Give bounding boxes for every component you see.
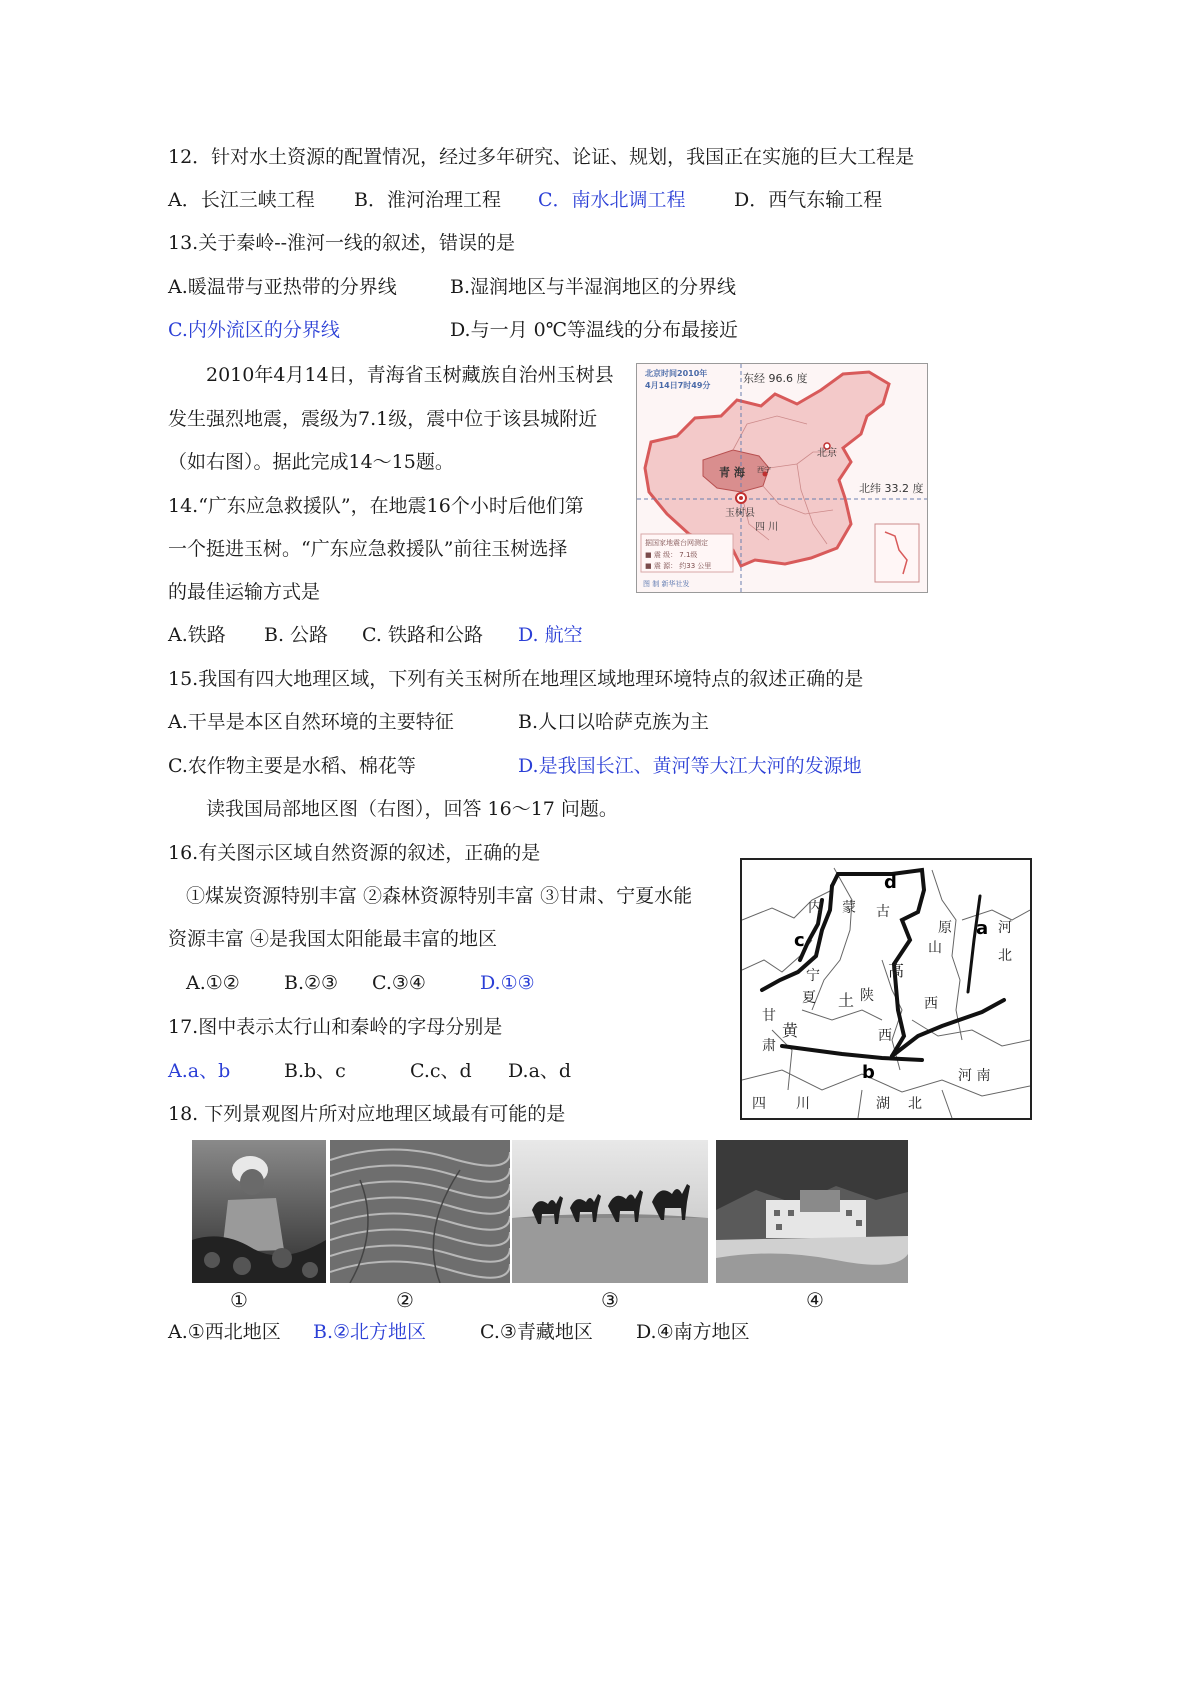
q18-stem: 18. 下列景观图片所对应地理区域最有可能的是 — [168, 1103, 566, 1125]
q14-stem-line2: 一个挺进玉树。“广东应急救援队”前往玉树选择 — [168, 538, 568, 560]
q13-stem: 13.关于秦岭--淮河一线的叙述，错误的是 — [168, 232, 516, 254]
q17-option-c[interactable]: C.c、d — [410, 1060, 472, 1082]
q18-option-c[interactable]: C.③青藏地区 — [480, 1321, 593, 1343]
region-map-svg — [742, 860, 1030, 1118]
map-header-line1: 北京时间2010年 — [645, 369, 708, 378]
letter-b: b — [862, 1062, 875, 1083]
label-meng: 蒙 — [842, 900, 856, 916]
passage14-line1: 2010年4月14日，青海省玉树藏族自治州玉树县 — [206, 364, 614, 386]
latitude-label: 北纬 33.2 度 — [859, 482, 924, 495]
q17-stem: 17.图中表示太行山和秦岭的字母分别是 — [168, 1016, 503, 1038]
photo-terraces — [330, 1140, 510, 1283]
passage14-line2: 发生强烈地震，震级为7.1级，震中位于该县城附近 — [168, 408, 598, 430]
q16-statement-line2: 资源丰富 ④是我国太阳能最丰富的地区 — [168, 928, 498, 950]
q14-option-c[interactable]: C. 铁路和公路 — [362, 624, 483, 646]
q12-option-d[interactable]: D．西气东输工程 — [734, 189, 883, 211]
q16-statement-line1: ①煤炭资源特别丰富 ②森林资源特别丰富 ③甘肃、宁夏水能 — [186, 885, 693, 907]
label-henan: 河 南 — [958, 1068, 991, 1084]
label-gan: 甘 — [762, 1008, 776, 1024]
q12-option-a[interactable]: A．长江三峡工程 — [168, 189, 315, 211]
label-hu: 湖 — [876, 1096, 890, 1112]
q15-option-c[interactable]: C.农作物主要是水稻、棉花等 — [168, 755, 416, 777]
label-yuan: 原 — [938, 920, 952, 936]
label-xia: 夏 — [802, 990, 816, 1006]
label-si: 四 — [752, 1096, 766, 1112]
letter-a: a — [976, 918, 989, 939]
china-earthquake-map — [636, 363, 928, 593]
q17-option-d[interactable]: D.a、d — [508, 1060, 572, 1082]
label-nei: 内 — [808, 900, 822, 916]
map-header-line2: 4月14日7时49分 — [645, 381, 711, 390]
q14-stem-line3: 的最佳运输方式是 — [168, 581, 321, 603]
legend-magnitude: ■ 震 级： 7.1级 — [645, 551, 698, 559]
q13-option-d[interactable]: D.与一月 0℃等温线的分布最接近 — [450, 319, 738, 341]
loess-plateau-map — [740, 858, 1032, 1120]
q14-option-d[interactable]: D. 航空 — [518, 624, 583, 646]
q12-option-c[interactable]: C．南水北调工程 — [538, 189, 686, 211]
photo-caption-3: ③ — [601, 1288, 619, 1312]
map-credit: 图 制 新华社发 — [643, 580, 690, 588]
label-huang: 黄 — [782, 1021, 799, 1040]
q14-option-a[interactable]: A.铁路 — [168, 624, 226, 646]
sichuan-label: 四 川 — [755, 522, 779, 533]
q13-option-c[interactable]: C.内外流区的分界线 — [168, 319, 340, 341]
passage14-line3: （如右图）。据此完成14～15题。 — [168, 451, 454, 473]
label-shan2: 陕 — [860, 988, 874, 1004]
q18-option-a[interactable]: A.①西北地区 — [168, 1321, 281, 1343]
beijing-label: 北京 — [817, 448, 837, 459]
photo-camels-desert — [512, 1140, 708, 1283]
q13-option-a[interactable]: A.暖温带与亚热带的分界线 — [168, 276, 397, 298]
q18-option-b[interactable]: B.②北方地区 — [313, 1321, 427, 1343]
south-china-sea-inset — [875, 524, 919, 582]
q14-stem-line1: 14.“广东应急救援队”，在地震16个小时后他们第 — [168, 495, 584, 517]
label-chuan: 川 — [796, 1096, 810, 1112]
q13-option-b[interactable]: B.湿润地区与半湿润地区的分界线 — [450, 276, 737, 298]
q15-stem: 15.我国有四大地理区域，下列有关玉树所在地理区域地理环境特点的叙述正确的是 — [168, 668, 864, 690]
q16-stem: 16.有关图示区域自然资源的叙述，正确的是 — [168, 842, 541, 864]
legend-title: 据国家地震台网测定 — [645, 539, 708, 547]
label-gu: 古 — [876, 904, 890, 920]
label-ning: 宁 — [806, 968, 820, 984]
photo-potala-palace — [716, 1140, 908, 1283]
photo-tea-picking — [192, 1140, 326, 1283]
q15-option-d[interactable]: D.是我国长江、黄河等大江大河的发源地 — [518, 755, 862, 777]
china-map-svg — [637, 364, 927, 592]
q12-option-b[interactable]: B．淮河治理工程 — [354, 189, 501, 211]
q14-option-b[interactable]: B. 公路 — [264, 624, 329, 646]
passage16: 读我国局部地区图（右图），回答 16～17 问题。 — [206, 798, 618, 820]
line-a — [968, 896, 980, 992]
label-shan1: 山 — [928, 940, 942, 956]
label-xi: 西 — [924, 996, 938, 1012]
q17-option-b[interactable]: B.b、c — [284, 1060, 346, 1082]
legend-depth: ■ 震 源： 约33 公里 — [645, 562, 712, 570]
label-tu: 土 — [838, 991, 855, 1010]
q15-option-a[interactable]: A.干旱是本区自然环境的主要特征 — [168, 711, 454, 733]
q12-stem: 12．针对水土资源的配置情况，经过多年研究、论证、规划，我国正在实施的巨大工程是 — [168, 146, 915, 168]
qinghai-label: 青 海 — [719, 466, 745, 479]
q16-option-a[interactable]: A.①② — [186, 972, 240, 994]
q17-option-a[interactable]: A.a、b — [168, 1060, 231, 1082]
photo-caption-1: ① — [230, 1288, 248, 1312]
label-gao: 高 — [888, 961, 905, 980]
q16-option-c[interactable]: C.③④ — [372, 972, 426, 994]
longitude-label: 东经 96.6 度 — [743, 372, 808, 385]
label-xi2: 西 — [878, 1028, 892, 1044]
label-bei: 北 — [998, 948, 1012, 964]
photo-caption-2: ② — [396, 1288, 414, 1312]
letter-c: c — [794, 930, 805, 951]
yushu-label: 玉树县 — [725, 508, 755, 519]
label-bei2: 北 — [908, 1096, 922, 1112]
q16-option-b[interactable]: B.②③ — [284, 972, 339, 994]
photo-caption-4: ④ — [806, 1288, 824, 1312]
q15-option-b[interactable]: B.人口以哈萨克族为主 — [518, 711, 710, 733]
xining-label: 西宁 — [757, 466, 771, 474]
letter-d: d — [884, 872, 897, 893]
label-he: 河 — [998, 920, 1012, 936]
q16-option-d[interactable]: D.①③ — [480, 972, 535, 994]
label-su: 肃 — [762, 1038, 776, 1054]
q18-option-d[interactable]: D.④南方地区 — [636, 1321, 750, 1343]
